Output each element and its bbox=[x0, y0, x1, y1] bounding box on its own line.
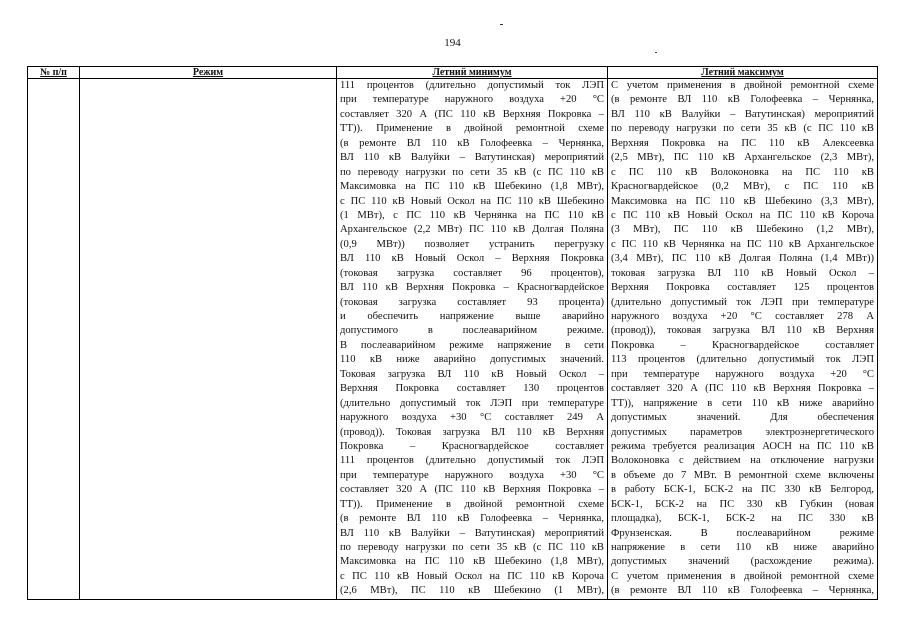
text-line: Волоконовка с действием на отключение нагрузки bbox=[611, 455, 874, 467]
summer-min-text bbox=[337, 79, 607, 599]
text-line: наружного воздуха +20 °С составляет 278 А bbox=[611, 311, 874, 322]
text-line: (1 МВт), с ПС 110 кВ Чернянка на ПС 110 кВ bbox=[340, 209, 604, 221]
text-line: Токовая загрузка ВЛ 110 кВ Новый Оскол – bbox=[340, 368, 604, 380]
header-summer-min: Летний минимум bbox=[337, 67, 608, 79]
text-line: ВЛ 110 кВ Верхняя Покровка – Красногвардейское bbox=[340, 282, 604, 294]
text-line: 111 процентов (длительно допустимый ток ЛЭП bbox=[340, 455, 604, 467]
text-line: Максимовка на ПС 110 кВ Шебекино (3,3 МВт), bbox=[611, 195, 874, 207]
text-line: ТТ)). Применение в двойной ремонтной схеме bbox=[340, 498, 604, 510]
text-line: (длительно допустимый ток ЛЭП при температуре bbox=[611, 296, 874, 308]
header-number: № п/п bbox=[28, 67, 80, 79]
scan-mark bbox=[655, 52, 657, 53]
text-line: составляет 320 А (ПС 110 кВ Верхняя Покровка – bbox=[340, 484, 604, 496]
text-line: ТТ)), напряжение в сети 110 кВ ниже аварийно bbox=[611, 397, 874, 409]
cell-summer-max bbox=[608, 79, 878, 600]
text-line: токовая загрузка ВЛ 110 кВ Новый Оскол – bbox=[611, 267, 874, 279]
text-line: (длительно допустимый ток ЛЭП при температуре bbox=[340, 397, 604, 409]
text-line: с ПС 110 кВ Новый Оскол на ПС 110 кВ Короча bbox=[611, 209, 874, 221]
text-line: составляет 320 А (ПС 110 кВ Верхняя Покровка – bbox=[340, 108, 604, 120]
text-line: напряжение в сети 110 кВ ниже аварийно bbox=[611, 542, 874, 553]
summer-max-text bbox=[608, 79, 877, 599]
text-line: (в ремонте ВЛ 110 кВ Голофеевка – Чернянка, bbox=[340, 513, 604, 525]
page-number: 194 bbox=[444, 37, 461, 49]
text-line: Архангельское (2,2 МВт) ПС 110 кВ Долгая Поляна bbox=[340, 224, 604, 236]
cell-number bbox=[28, 79, 80, 600]
text-line: (провод)). Токовая загрузка ВЛ 110 кВ Верхняя bbox=[340, 426, 604, 438]
text-line: Фрунзенская. В послеаварийном режиме bbox=[611, 527, 874, 539]
text-line: Верхняя Покровка на ПС 110 кВ Алексеевка bbox=[611, 137, 874, 149]
text-line: ВЛ 110 кВ Валуйки – Ватутинская) мероприятий bbox=[340, 527, 604, 539]
text-line: с ПС 110 кВ Волоконовка на ПС 110 кВ bbox=[611, 166, 874, 178]
text-line: площадка), БСК-1, БСК-2 на ПС 330 кВ bbox=[611, 513, 874, 525]
text-line: (токовая загрузка составляет 96 процентов), bbox=[340, 267, 604, 279]
text-line: В послеаварийном режиме напряжение в сети bbox=[340, 339, 604, 351]
text-line: (в ремонте ВЛ 110 кВ Голофеевка – Чернянка, bbox=[611, 94, 874, 106]
table-header-row bbox=[28, 67, 878, 79]
text-line: С учетом применения в двойной ремонтной схеме bbox=[611, 80, 874, 91]
text-line: (2,5 МВт), ПС 110 кВ Архангельское (2,3 МВт), bbox=[611, 152, 874, 164]
text-line: (3,4 МВт), ПС 110 кВ Долгая Поляна (1,4 МВт)) bbox=[611, 253, 874, 265]
text-line: режима требуется реализация АОСН на ПС 110 кВ bbox=[611, 440, 874, 452]
text-line: ВЛ 110 кВ Новый Оскол – Верхняя Покровка bbox=[340, 253, 604, 265]
text-line: по переводу нагрузки по сети 35 кВ (с ПС 110 кВ bbox=[340, 542, 604, 553]
text-line: в объеме до 7 МВт. В ремонтной схеме включены bbox=[611, 469, 874, 481]
text-line: при температуре наружного воздуха +20 °С bbox=[611, 368, 874, 380]
text-line: Верхняя Покровка составляет 130 процентов bbox=[340, 383, 604, 395]
text-line: допустимых значений (расхождение режима). bbox=[611, 556, 874, 568]
cell-mode bbox=[80, 79, 337, 600]
text-line: по переводу нагрузки по сети 35 кВ (с ПС 110 кВ bbox=[340, 166, 604, 178]
text-line: наружного воздуха +30 °С составляет 249 А bbox=[340, 412, 604, 424]
text-line: допустимых значений. Для обеспечения bbox=[611, 412, 874, 424]
regime-table bbox=[27, 66, 878, 600]
text-line: (в ремонте ВЛ 110 кВ Голофеевка – Чернянка, bbox=[611, 585, 874, 597]
text-line: при температуре наружного воздуха +20 °С bbox=[340, 94, 604, 106]
text-line: ВЛ 110 кВ Валуйки – Ватутинская) мероприятий bbox=[611, 108, 874, 120]
scan-mark bbox=[500, 24, 503, 25]
text-line: при температуре наружного воздуха +30 °С bbox=[340, 469, 604, 481]
text-line: (в ремонте ВЛ 110 кВ Голофеевка – Чернянка, bbox=[340, 137, 604, 149]
text-line: Верхняя Покровка составляет 125 процентов bbox=[611, 282, 874, 294]
text-line: ТТ)). Применение в двойной ремонтной схеме bbox=[340, 123, 604, 135]
text-line: по переводу нагрузки по сети 35 кВ (с ПС 110 кВ bbox=[611, 123, 874, 135]
text-line: Максимовка на ПС 110 кВ Шебекино (1,8 МВт), bbox=[340, 181, 604, 193]
text-line: с ПС 110 кВ Новый Оскол на ПС 110 кВ Короча bbox=[340, 570, 604, 582]
text-line: (2,6 МВт), ПС 110 кВ Шебекино (1 МВт), bbox=[340, 585, 604, 597]
text-line: (0,9 МВт)) позволяет устранить перегрузку bbox=[340, 238, 604, 250]
text-line: с ПС 110 кВ Новый Оскол на ПС 110 кВ Шебекино bbox=[340, 195, 604, 207]
text-line: Красногвардейское (0,2 МВт), с ПС 110 кВ bbox=[611, 181, 874, 193]
header-summer-max: Летний максимум bbox=[608, 67, 878, 79]
text-line: допустимых параметров электроэнергетического bbox=[611, 426, 874, 438]
text-line: 111 процентов (длительно допустимый ток ЛЭП bbox=[340, 80, 604, 91]
text-line: ВЛ 110 кВ Валуйки – Ватутинская) мероприятий bbox=[340, 152, 604, 164]
text-line: С учетом применения в двойной ремонтной схеме bbox=[611, 570, 874, 582]
text-line: в работу БСК-1, БСК-2 на ПС 330 кВ Белгород, bbox=[611, 484, 874, 496]
cell-summer-min bbox=[337, 79, 608, 600]
text-line: и обеспечить напряжение выше аварийно bbox=[340, 311, 604, 322]
text-line: (3 МВт), ПС 110 кВ Шебекино (1,2 МВт), bbox=[611, 224, 874, 236]
text-line: Покровка – Красногвардейское составляет bbox=[340, 440, 604, 452]
text-line: с ПС 110 кВ Чернянка на ПС 110 кВ Архангельское bbox=[611, 238, 874, 250]
text-line: (провод)), токовая загрузка ВЛ 110 кВ Верхняя bbox=[611, 325, 874, 337]
text-line: (токовая загрузка составляет 93 процента) bbox=[340, 296, 604, 308]
header-mode: Режим bbox=[80, 67, 337, 79]
table-row bbox=[28, 79, 878, 600]
text-line: допустимого в послеаварийном режиме. bbox=[340, 325, 604, 337]
text-line: составляет 320 А (ПС 110 кВ Верхняя Покровка – bbox=[611, 383, 874, 395]
text-line: 113 процентов (длительно допустимый ток ЛЭП bbox=[611, 354, 874, 366]
text-line: 110 кВ ниже аварийно допустимых значений. bbox=[340, 354, 604, 366]
text-line: БСК-1, БСК-2 на ПС 330 кВ Губкин (новая bbox=[611, 498, 874, 510]
text-line: Покровка – Красногвардейское составляет bbox=[611, 339, 874, 351]
text-line: Максимовка на ПС 110 кВ Шебекино (1,8 МВт), bbox=[340, 556, 604, 568]
